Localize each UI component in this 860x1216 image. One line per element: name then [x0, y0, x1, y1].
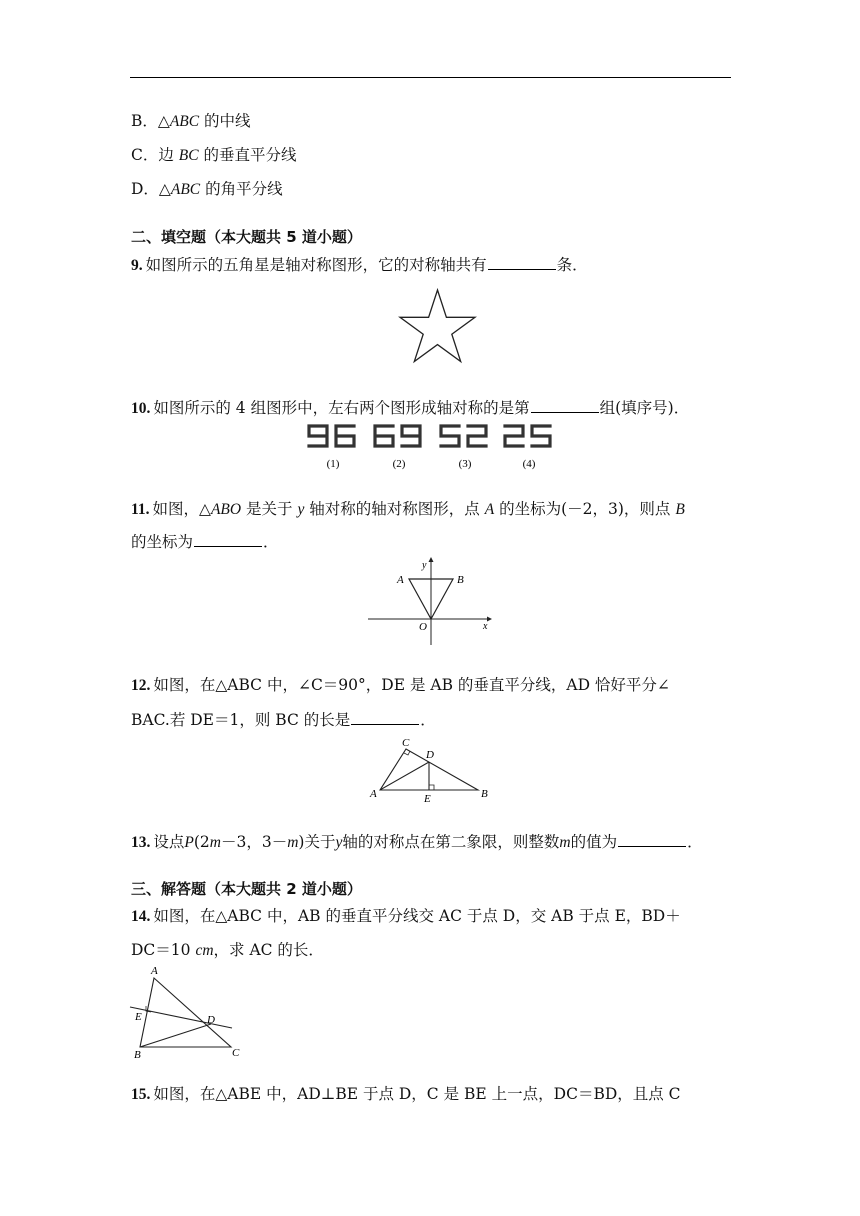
answer-blank: [194, 532, 262, 547]
digit-pairs-figure: [300, 422, 560, 474]
label-B: B: [481, 788, 488, 800]
digit-pair-1: [309, 426, 354, 446]
question-12: 12. 如图，在△ABC 中，∠C＝90°，DE 是 AB 的垂直平分线，AD 恰好平分∠: [131, 676, 670, 694]
digit-glyph: [505, 426, 523, 446]
segment-BD: [140, 1024, 211, 1047]
question-15: 15. 如图，在△ABE 中，AD⊥BE 于点 D，C 是 BE 上一点，DC＝BD，且点 C: [131, 1085, 681, 1103]
pair-label-1: (1): [326, 458, 340, 470]
digit-glyph: [441, 426, 459, 446]
label-y: y: [422, 560, 427, 571]
answer-blank: [618, 832, 686, 847]
answer-blank: [488, 255, 556, 270]
label-B: B: [134, 1049, 141, 1061]
option-d: D．△ABC 的角平分线: [131, 180, 283, 198]
digit-glyph: [309, 426, 327, 446]
label-A: A: [397, 574, 404, 586]
label-C: C: [232, 1047, 240, 1059]
label-D: D: [426, 749, 434, 761]
label-A: A: [151, 965, 158, 977]
perpendicular-bisector-figure: [128, 962, 253, 1062]
coordinate-triangle-figure: [365, 555, 495, 650]
pair-label-4: (4): [522, 458, 536, 470]
label-E: E: [135, 1011, 142, 1023]
header-rule: [130, 77, 731, 78]
label-C: C: [402, 737, 410, 749]
digit-pair-3: [441, 426, 486, 446]
question-11-line2: 的坐标为 ．: [131, 533, 279, 551]
label-x: x: [483, 621, 488, 632]
digit-glyph: [468, 426, 486, 446]
label-O: O: [419, 621, 427, 633]
y-axis-arrow: [429, 557, 434, 562]
section-title-fill-in: 二、填空题（本大题共 5 道小题）: [131, 228, 362, 246]
digit-glyph: [375, 426, 393, 446]
triangle-ABC: [140, 978, 231, 1047]
digit-pair-4: [505, 426, 550, 446]
right-triangle-figure: [365, 732, 495, 804]
five-point-star: [400, 290, 475, 362]
label-B: B: [457, 574, 464, 586]
section-title-answer: 三、解答题（本大题共 2 道小题）: [131, 880, 362, 898]
pair-label-2: (2): [392, 458, 406, 470]
digit-glyph: [402, 426, 420, 446]
label-A: A: [370, 788, 377, 800]
digit-pair-2: [375, 426, 420, 446]
x-axis-arrow: [487, 617, 492, 622]
label-E: E: [424, 793, 431, 805]
question-9: 9. 如图所示的五角星是轴对称图形，它的对称轴共有 条．: [131, 256, 588, 274]
question-11: 11. 如图，△ABO 是关于 y 轴对称的轴对称图形，点 A 的坐标为(－2，3)，则点 B: [131, 500, 685, 518]
question-10: 10. 如图所示的 4 组图形中，左右两个图形成轴对称的是第 组(填序号)．: [131, 399, 690, 417]
question-14: 14. 如图，在△ABC 中，AB 的垂直平分线交 AC 于点 D，交 AB 于点 E，BD＋: [131, 907, 681, 925]
segment-AD: [380, 762, 429, 790]
digit-glyph: [532, 426, 550, 446]
option-c: C．边 BC 的垂直平分线: [131, 146, 297, 164]
digit-glyph: [336, 426, 354, 446]
star-figure: [390, 287, 485, 365]
label-D: D: [207, 1014, 215, 1026]
bisector-line: [130, 1007, 232, 1028]
question-13: 13. 设点P(2m－3，3－m)关于y轴的对称点在第二象限，则整数m的值为 ．: [131, 833, 703, 851]
right-angle-E: [429, 785, 434, 790]
pair-label-3: (3): [458, 458, 472, 470]
answer-blank: [531, 398, 599, 413]
option-b: B．△ABC 的中线: [131, 112, 251, 130]
question-14-line2: DC＝10 cm，求 AC 的长．: [131, 941, 324, 959]
question-12-line2: BAC.若 DE＝1，则 BC 的长是 ．: [131, 711, 436, 729]
answer-blank: [351, 710, 419, 725]
